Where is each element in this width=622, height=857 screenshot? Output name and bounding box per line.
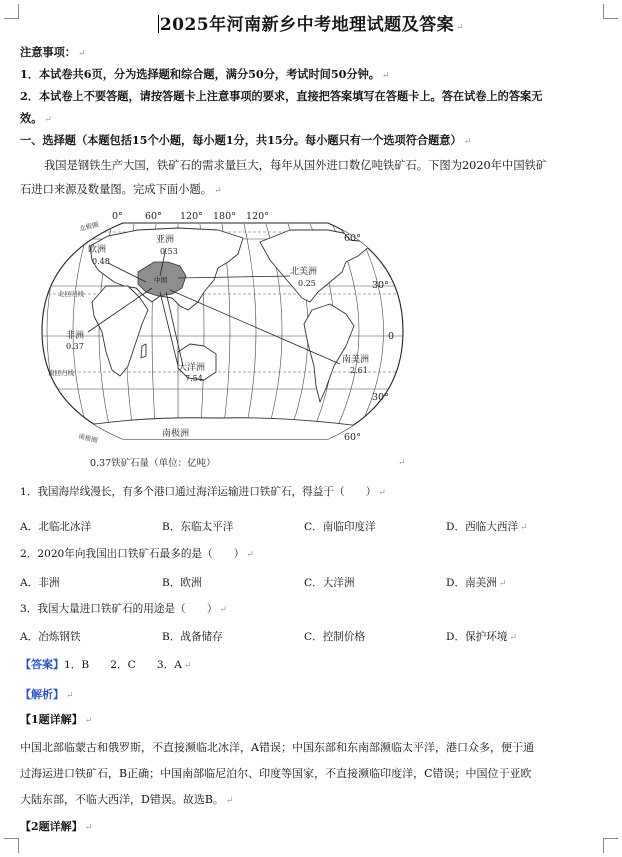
map-legend: 0.37铁矿石量（单位：亿吨） bbox=[90, 458, 216, 469]
lat-label-60n: 60° bbox=[344, 233, 361, 244]
corner-mark-br bbox=[603, 838, 618, 853]
question-3-stem: 3．我国大量进口铁矿石的用途是（ ） ↵ bbox=[20, 603, 227, 615]
q1-option-b[interactable]: B．东临太平洋 bbox=[162, 521, 234, 533]
answer-label: 【答案】 bbox=[20, 658, 64, 671]
lon-label-120w: 120° bbox=[246, 211, 269, 222]
tropic-n-label: 北回归线 bbox=[58, 290, 84, 298]
notes-item-2-cont: 效。 ↵ bbox=[20, 111, 52, 125]
text-cursor bbox=[158, 15, 159, 33]
q2-option-d[interactable]: D．南美洲 ↵ bbox=[446, 577, 507, 589]
china-label: 中国 bbox=[154, 276, 167, 284]
intro-line-2: 石进口来源及数量图。完成下面小题。 ↵ bbox=[20, 183, 222, 196]
region-africa-name: 非洲 bbox=[66, 331, 85, 341]
antarctic-circle-label: 南极圈 bbox=[77, 432, 99, 445]
lon-label-60: 60° bbox=[145, 211, 162, 222]
detail-2-heading: 【2题详解】 ↵ bbox=[20, 820, 93, 833]
region-oceania-value: 7.54 bbox=[185, 374, 203, 383]
q3-option-a[interactable]: A．冶炼钢铁 bbox=[20, 631, 81, 643]
q3-option-c[interactable]: C．控制价格 bbox=[304, 631, 366, 643]
question-1-stem: 1．我国海岸线漫长，有多个港口通过海洋运输进口铁矿石，得益于（ ） ↵ bbox=[20, 486, 386, 498]
detail-1-heading: 【1题详解】 ↵ bbox=[20, 713, 93, 726]
antarctica-label: 南极洲 bbox=[162, 429, 190, 439]
world-map-figure bbox=[28, 206, 408, 474]
document-title[interactable] bbox=[0, 10, 622, 35]
region-north-america-name: 北美洲 bbox=[290, 267, 318, 277]
q2-option-b[interactable]: B．欧洲 bbox=[162, 577, 202, 589]
intro-line-1: 我国是钢铁生产大国，铁矿石的需求量巨大，每年从国外进口数亿吨铁矿石。下图为2020年中国铁矿 bbox=[44, 159, 548, 172]
corner-mark-bl bbox=[4, 838, 19, 853]
lon-label-180: 180° bbox=[213, 211, 236, 222]
q1-option-a[interactable]: A．北临北冰洋 bbox=[20, 521, 92, 533]
notes-item-1: 1．本试卷共6页，分为选择题和综合题，满分50分，考试时间50分钟。 ↵ bbox=[20, 67, 390, 81]
q1-option-d[interactable]: D．西临大西洋 ↵ bbox=[446, 521, 528, 533]
notes-item-2: 2．本试卷上不要答题，请按答题卡上注意事项的要求，直接把答案填写在答题卡上。答在试卷上的答案无 bbox=[20, 89, 543, 103]
region-asia-name: 亚洲 bbox=[156, 235, 175, 245]
detail-1-line-3: 大陆东部，不临大西洋，D错误。故选B。 ↵ bbox=[20, 793, 234, 806]
detail-1-line-1: 中国北部临蒙古和俄罗斯，不直接濒临北冰洋，A错误；中国东部和东南部濒临太平洋，港口众多，便于通 bbox=[20, 741, 534, 754]
section-heading: 一、选择题（本题包括15个小题，每小题1分，共15分。每小题只有一个选项符合题意） ↵ bbox=[20, 133, 472, 147]
figure-paragraph-mark: ↵ bbox=[398, 458, 406, 468]
notes-heading: 注意事项： ↵ bbox=[20, 45, 86, 59]
answer-line: 【答案】1．B 2．C 3．A ↵ bbox=[20, 658, 192, 671]
q1-option-c[interactable]: C．南临印度洋 bbox=[304, 521, 376, 533]
analysis-line: 【解析】 ↵ bbox=[20, 688, 74, 701]
arctic-circle-label: 北极圈 bbox=[78, 220, 100, 233]
lon-label-0: 0° bbox=[112, 211, 123, 222]
analysis-label: 【解析】 bbox=[20, 688, 64, 701]
lon-label-120: 120° bbox=[180, 211, 203, 222]
question-2-stem: 2．2020年向我国出口铁矿石最多的是（ ） ↵ bbox=[20, 548, 254, 560]
answer-text: 1．B 2．C 3．A bbox=[64, 659, 182, 671]
lat-label-30n: 30° bbox=[372, 280, 389, 291]
madagascar-landmass bbox=[141, 344, 146, 358]
detail-1-line-2: 过海运进口铁矿石，B正确；中国南部临尼泊尔、印度等国家，不直接濒临印度洋，C错误；中国位于亚欧 bbox=[20, 767, 532, 780]
lat-label-60s: 60° bbox=[344, 432, 361, 443]
region-south-america-name: 南美洲 bbox=[342, 355, 370, 365]
region-oceania-name: 大洋洲 bbox=[178, 363, 206, 373]
region-asia-value: 0.53 bbox=[160, 247, 178, 256]
region-europe-value: 0.48 bbox=[92, 257, 110, 266]
tropic-s-label: 南回归线 bbox=[48, 369, 74, 377]
region-europe-name: 欧洲 bbox=[88, 245, 107, 255]
q2-option-a[interactable]: A．非洲 bbox=[20, 577, 60, 589]
paragraph-mark: ↵ bbox=[456, 23, 465, 33]
region-south-america-value: 2.61 bbox=[350, 366, 368, 375]
title-text: 2025年河南新乡中考地理试题及答案 bbox=[159, 15, 455, 35]
q2-option-c[interactable]: C．大洋洲 bbox=[304, 577, 355, 589]
q3-option-d[interactable]: D．保护环境 ↵ bbox=[446, 631, 518, 643]
q3-option-b[interactable]: B．战备储存 bbox=[162, 631, 223, 643]
lat-label-30s: 30° bbox=[372, 392, 389, 403]
region-north-america-value: 0.25 bbox=[298, 279, 316, 288]
region-africa-value: 0.37 bbox=[66, 342, 84, 351]
lat-label-equator: 0 bbox=[388, 331, 395, 342]
